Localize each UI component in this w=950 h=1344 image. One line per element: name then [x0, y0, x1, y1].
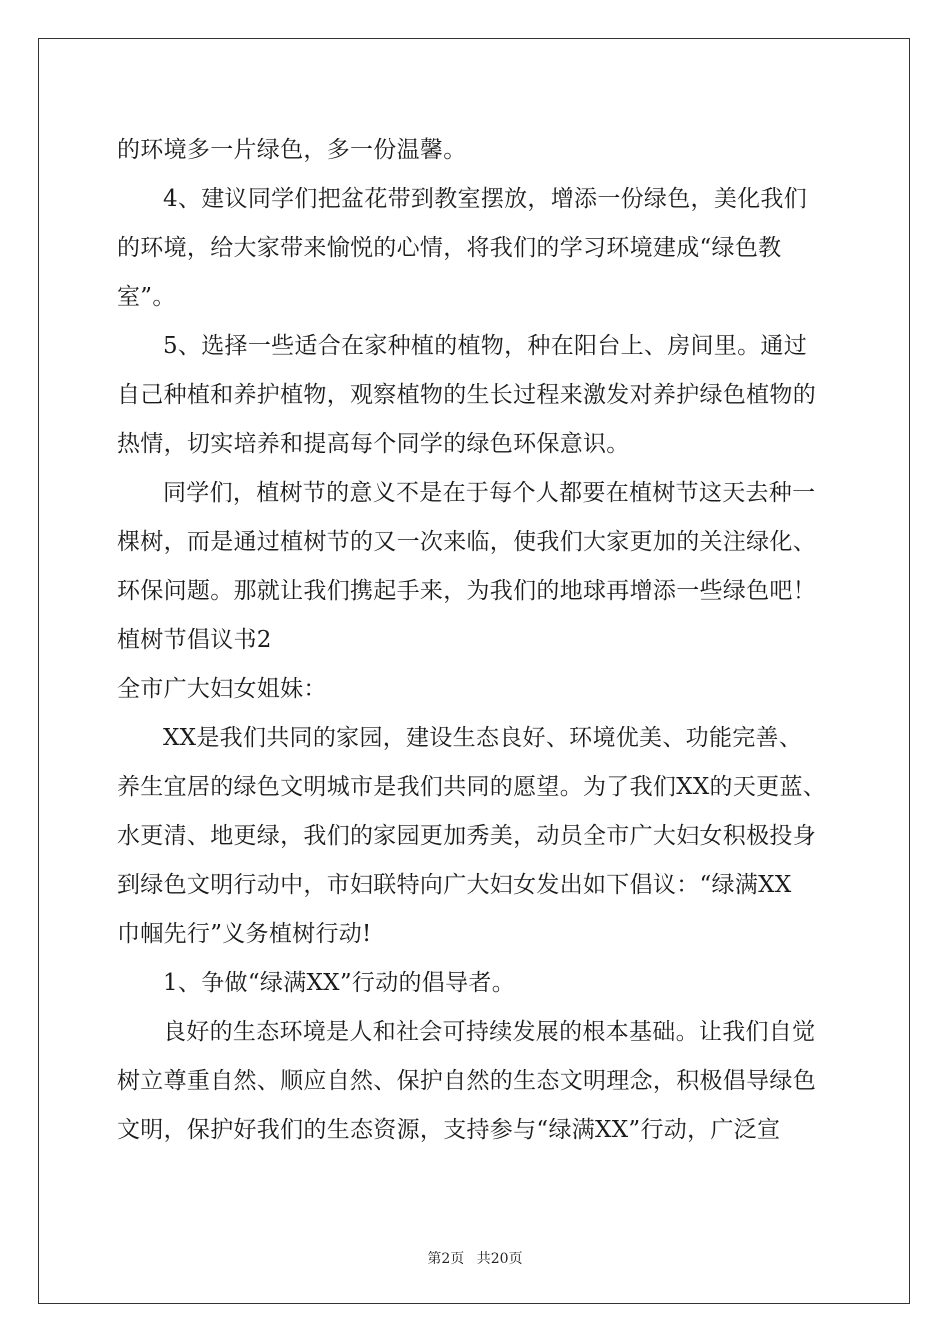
text-line: 同学们，植树节的意义不是在于每个人都要在植树节这天去种一 [163, 480, 816, 506]
text-line: 4、建议同学们把盆花带到教室摆放，增添一份绿色，美化我们 [163, 186, 808, 212]
text-line: 良好的生态环境是人和社会可持续发展的根本基础。让我们自觉 [163, 1019, 816, 1045]
text-line: 水更清、地更绿，我们的家园更加秀美，动员全市广大妇女积极投身 [117, 823, 816, 849]
text-line: 环保问题。那就让我们携起手来，为我们的地球再增添一些绿色吧！ [117, 578, 816, 604]
text-line: 1、争做“绿满XX”行动的倡导者。 [163, 970, 515, 996]
text-line: XX是我们共同的家园，建设生态良好、环境优美、功能完善、 [163, 725, 803, 751]
page-number: 第2页 [427, 1251, 465, 1267]
section-heading: 植树节倡议书2 [117, 627, 272, 653]
text-line: 树立尊重自然、顺应自然、保护自然的生态文明理念，积极倡导绿色 [117, 1068, 816, 1094]
text-line: 自己种植和养护植物，观察植物的生长过程来激发对养护绿色植物的 [117, 382, 816, 408]
text-line: 的环境，给大家带来愉悦的心情，将我们的学习环境建成“绿色教 [117, 235, 782, 261]
text-line: 巾帼先行”义务植树行动! [117, 921, 372, 947]
text-line: 棵树，而是通过植树节的又一次来临，使我们大家更加的关注绿化、 [117, 529, 816, 555]
text-line: 室”。 [117, 284, 176, 310]
text-line: 到绿色文明行动中，市妇联特向广大妇女发出如下倡议：“绿满XX [117, 872, 792, 898]
text-line: 养生宜居的绿色文明城市是我们共同的愿望。为了我们XX的天更蓝、 [117, 774, 827, 800]
text-line: 文明，保护好我们的生态资源，支持参与“绿满XX”行动，广泛宣 [117, 1117, 781, 1143]
page-total: 共20页 [476, 1251, 523, 1267]
salutation: 全市广大妇女姐妹： [117, 676, 327, 702]
text-line: 的环境多一片绿色，多一份温馨。 [117, 137, 467, 163]
text-line: 热情，切实培养和提高每个同学的绿色环保意识。 [117, 431, 630, 457]
page-footer [0, 1248, 950, 1268]
document-body [117, 126, 837, 1155]
text-line: 5、选择一些适合在家种植的植物，种在阳台上、房间里。通过 [163, 333, 808, 359]
